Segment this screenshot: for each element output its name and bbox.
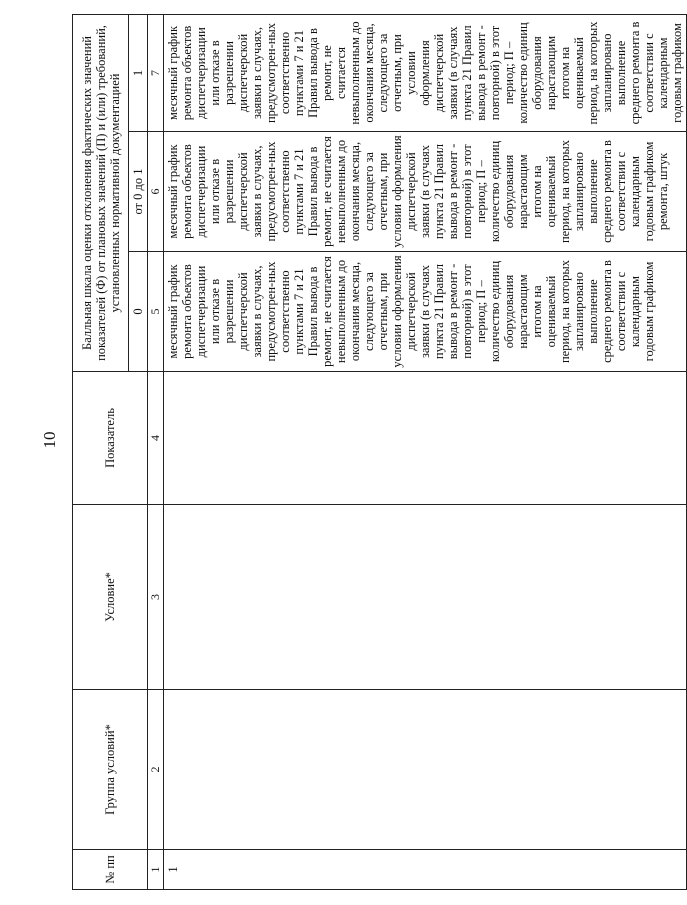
col-number: 4 bbox=[148, 372, 164, 505]
header-group: Группа условий* bbox=[73, 690, 148, 850]
col-number: 7 bbox=[148, 14, 164, 131]
row-score-0: месячный график ремонта объектов диспетчеризации или отказе в разрешении диспетчерской заявки в случаях, предусмотрен-ных соответственно пунктами 7 и 21 Правил вывода в ремонт, не считается невыполненным до окончания месяца, следующего за отчетным, при условии оформления диспетчерской заявки (в случаях пункта 21 Правил вывода в ремонт - повторной) в этот период; П – количество единиц оборудования нарастающим итогом на оцениваемый период, на которых запланировано выполнение среднего ремонта в соответствии с календарным годовым графиком bbox=[164, 252, 687, 372]
header-scale-0: 0 bbox=[129, 252, 148, 372]
header-scale-0-1: от 0 до 1 bbox=[129, 132, 148, 252]
header-condition: Условие* bbox=[73, 505, 148, 690]
header-scale: Балльная шкала оценки отклонения фактических значений показателей (Ф) от плановых значений (П) и (или) требований, установленных нормативной документацией bbox=[73, 14, 129, 371]
row-indicator bbox=[164, 372, 687, 505]
row-num: 1 bbox=[164, 850, 687, 890]
evaluation-table bbox=[72, 14, 687, 890]
page-number: 10 bbox=[40, 431, 59, 449]
row-score-0-1: месячный график ремонта объектов диспетчеризации или отказе в разрешении диспетчерской заявки в случаях, предусмотрен-ных соответственно пунктами 7 и 21 Правил вывода в ремонт, не считается невыполненным до окончания месяца, следующего за отчетным, при условии оформления диспетчерской заявки (в случаях пункта 21 Правил вывода в ремонт - повторной) в этот период; П – количество единиц оборудования нарастающим итогом на оцениваемый период, на которых запланировано выполнение среднего ремонта в соответствии с календарным годовым графиком ремонта, штук bbox=[164, 132, 687, 252]
column-number-row bbox=[148, 14, 164, 889]
col-number: 1 bbox=[148, 850, 164, 890]
row-score-1: месячный график ремонта объектов диспетчеризации или отказе в разрешении диспетчерской заявки в случаях, предусмотрен-ных соответственно пунктами 7 и 21 Правил вывода в ремонт, не считается невыполненным до окончания месяца, следующего за отчетным, при условии оформления диспетчерской заявки (в случаях пункта 21 Правил вывода в ремонт - повторной) в этот период; П – количество единиц оборудования нарастающим итогом на оцениваемый период, на которых запланировано выполнение среднего ремонта в соответствии с календарным годовым графиком bbox=[164, 14, 687, 131]
col-number: 5 bbox=[148, 252, 164, 372]
header-scale-1: 1 bbox=[129, 14, 148, 131]
col-number: 2 bbox=[148, 690, 164, 850]
col-number: 3 bbox=[148, 505, 164, 690]
header-num: № пп bbox=[73, 850, 148, 890]
col-number: 6 bbox=[148, 132, 164, 252]
table-frame bbox=[72, 15, 685, 890]
row-group bbox=[164, 690, 687, 850]
table-row bbox=[164, 14, 687, 889]
row-condition bbox=[164, 505, 687, 690]
header-indicator: Показатель bbox=[73, 372, 148, 505]
